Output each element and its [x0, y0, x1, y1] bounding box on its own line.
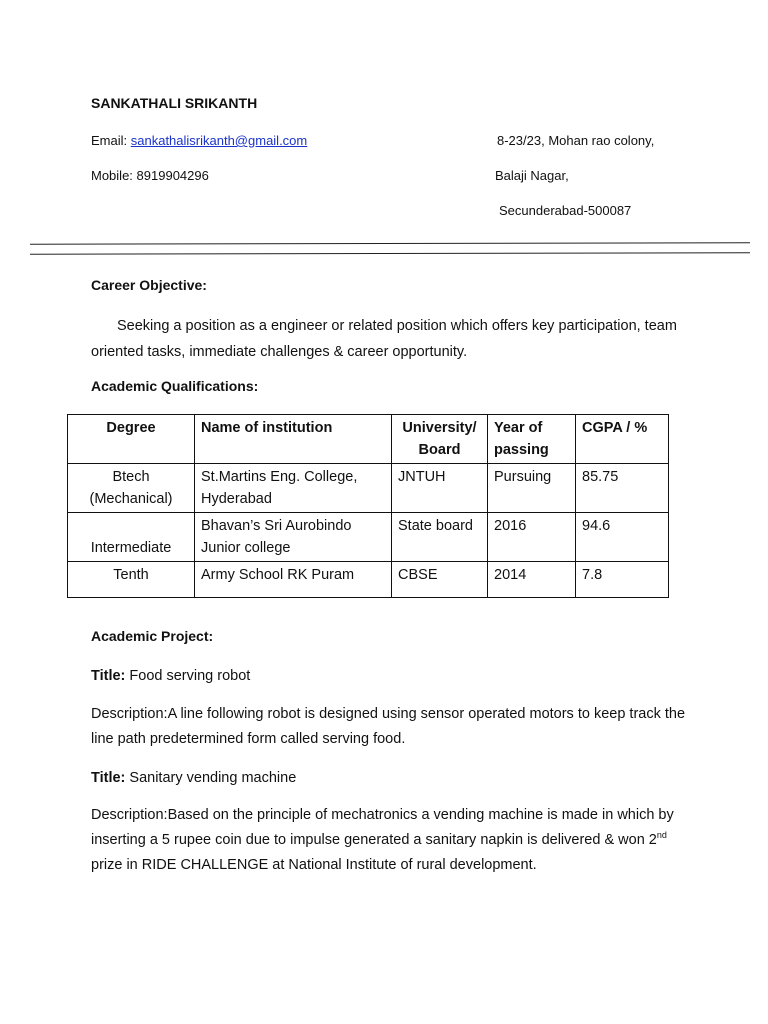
- table-cell: State board: [392, 513, 488, 562]
- column-header: University/ Board: [392, 415, 488, 464]
- academic-qualifications-heading: Academic Qualifications:: [91, 378, 259, 394]
- qualifications-table: [67, 414, 669, 598]
- project-2-title: [91, 766, 691, 791]
- table-cell: Intermediate: [68, 513, 195, 562]
- career-objective-body: Seeking a position as a engineer or related position which offers key participation, team oriented tasks, immediate challenges & career opportunity.: [91, 318, 677, 360]
- address-line-3: Secunderabad-500087: [499, 203, 632, 218]
- column-header: CGPA / %: [576, 415, 669, 464]
- ordinal-suffix: nd: [656, 830, 667, 841]
- table-cell: 2014: [488, 562, 576, 598]
- header-divider-top: [30, 242, 750, 245]
- address-line-1: 8-23/23, Mohan rao colony,: [497, 133, 655, 148]
- email-line: [91, 133, 307, 148]
- table-row: [68, 513, 669, 562]
- column-header: Degree: [68, 415, 195, 464]
- title-label: Title:: [91, 770, 126, 786]
- table-cell: Bhavan’s Sri Aurobindo Junior college: [195, 513, 392, 562]
- email-label: Email:: [91, 133, 128, 148]
- header-divider-bottom: [30, 252, 750, 255]
- project-title: Sanitary vending machine: [129, 770, 297, 786]
- table-cell: 7.8: [576, 562, 669, 598]
- table-cell: Pursuing: [488, 464, 576, 513]
- column-header: Name of institution: [195, 415, 392, 464]
- table-cell: Tenth: [68, 562, 195, 598]
- mobile-number: 8919904296: [136, 168, 209, 183]
- candidate-name: SANKATHALI SRIKANTH: [91, 95, 258, 111]
- project-description-part2: prize in RIDE CHALLENGE at National Institute of rural development.: [91, 857, 537, 873]
- address-line-2: Balaji Nagar,: [495, 168, 569, 183]
- table-cell: 2016: [488, 513, 576, 562]
- column-header: Year of passing: [488, 415, 576, 464]
- title-label: Title:: [91, 668, 126, 684]
- project-1-description: [91, 702, 691, 752]
- table-cell: Army School RK Puram: [195, 562, 392, 598]
- table-cell: 94.6: [576, 513, 669, 562]
- email-link[interactable]: sankathalisrikanth@gmail.com: [130, 133, 308, 148]
- project-description-part1: Based on the principle of mechatronics a vending machine is made in which by inserting a 5 rupee coin due to impulse generated a sanitary napkin is delivered & won 2: [91, 807, 674, 848]
- project-1-title: [91, 664, 691, 689]
- mobile-line: [91, 168, 209, 183]
- career-objective-text: [91, 313, 691, 365]
- table-cell: JNTUH: [392, 464, 488, 513]
- description-label: Description:: [91, 807, 168, 823]
- mobile-label: Mobile:: [91, 168, 133, 183]
- table-row: [68, 464, 669, 513]
- project-description: A line following robot is designed using sensor operated motors to keep track the line path predetermined form called serving food.: [91, 706, 686, 747]
- table-cell: 85.75: [576, 464, 669, 513]
- table-row: [68, 562, 669, 598]
- table-cell: Btech (Mechanical): [68, 464, 195, 513]
- project-2-description: [91, 803, 691, 878]
- description-label: Description:: [91, 706, 168, 722]
- career-objective-heading: Career Objective:: [91, 277, 207, 293]
- table-cell: CBSE: [392, 562, 488, 598]
- table-cell: St.Martins Eng. College, Hyderabad: [195, 464, 392, 513]
- project-title: Food serving robot: [129, 668, 251, 684]
- table-header-row: [68, 415, 669, 464]
- academic-project-heading: Academic Project:: [91, 628, 214, 644]
